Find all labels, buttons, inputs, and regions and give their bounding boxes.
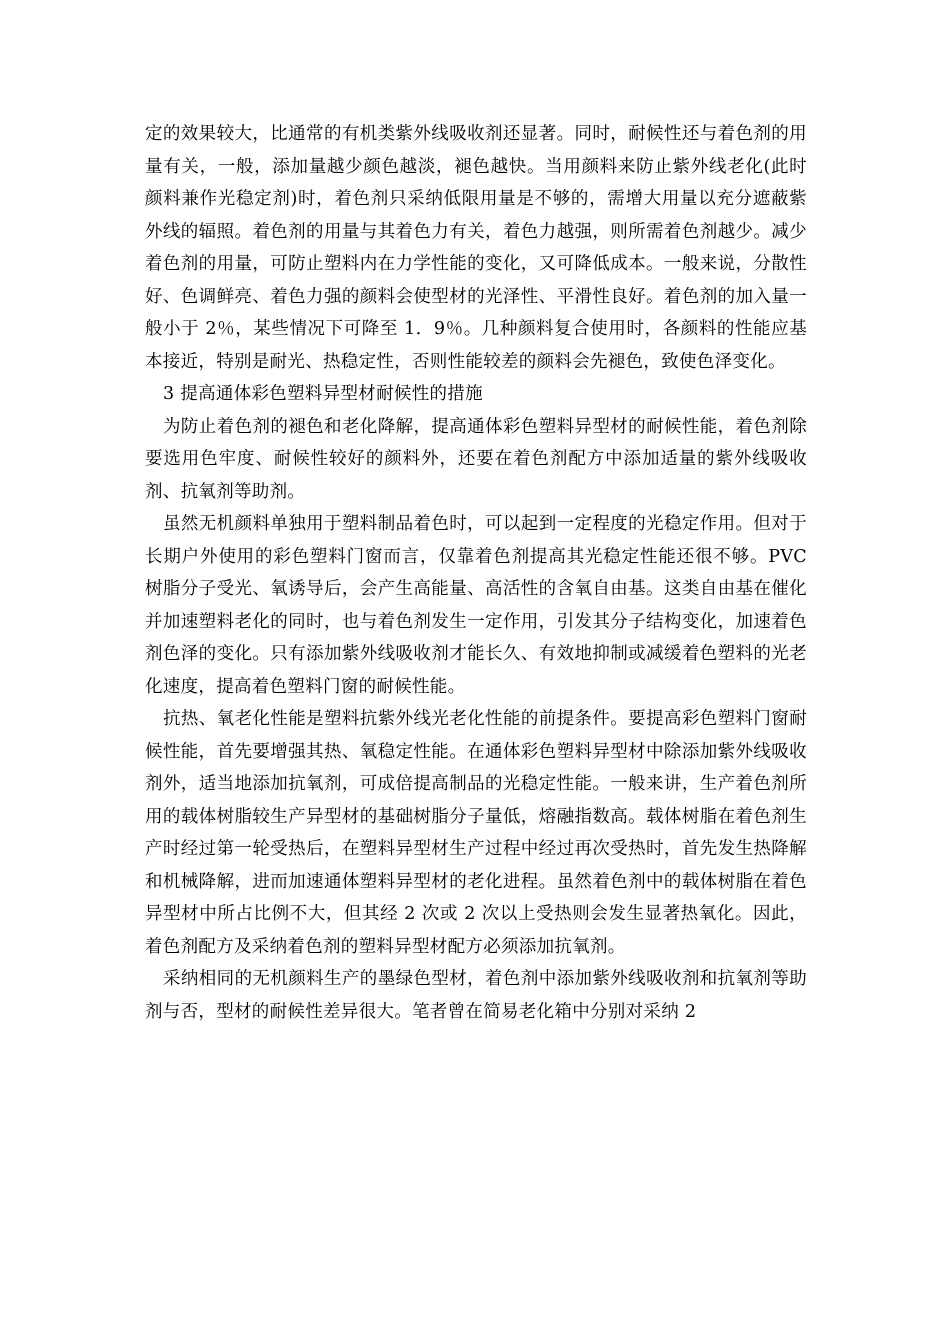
paragraph: 采纳相同的无机颜料生产的墨绿色型材，着色剂中添加紫外线吸收剂和抗氧剂等助剂与否，型材的耐候性差异很大。笔者曾在简易老化箱中分别对采纳 2 xyxy=(145,969,807,1022)
paragraph: 虽然无机颜料单独用于塑料制品着色时，可以起到一定程度的光稳定作用。但对于长期户外使用的彩色塑料门窗而言，仅靠着色剂提高其光稳定性能还很不够。PVC 树脂分子受光、氧诱导后，会产生高能量、高活性的含氧自由基。这类自由基在催化并加速塑料老化的同时，也与着色剂发生一定作用，引发其分子结构变化，加速着色剂色泽的变化。只有添加紫外线吸收剂才能长久、有效地抑制或减缓着色塑料的光老化速度，提高着色塑料门窗的耐候性能。 xyxy=(145,514,807,697)
paragraph: 为防止着色剂的褪色和老化降解，提高通体彩色塑料异型材的耐候性能，着色剂除要选用色牢度、耐候性较好的颜料外，还要在着色剂配方中添加适量的紫外线吸收剂、抗氧剂等助剂。 xyxy=(145,416,807,502)
section-heading: 3 提高通体彩色塑料异型材耐候性的措施 xyxy=(163,384,483,404)
paragraph-continuation: 定的效果较大，比通常的有机类紫外线吸收剂还显著。同时，耐候性还与着色剂的用量有关，一般，添加量越少颜色越淡，褪色越快。当用颜料来防止紫外线老化(此时颜料兼作光稳定剂)时，着色剂只采纳低限用量是不够的，需增大用量以充分遮蔽紫外线的辐照。着色剂的用量与其着色力有关，着色力越强，则所需着色剂越少。减少着色剂的用量，可防止塑料内在力学性能的变化，又可降低成本。一般来说，分散性好、色调鲜亮、着色力强的颜料会使型材的光泽性、平滑性良好。着色剂的加入量一般小于 2％，某些情况下可降至 1．9％。几种颜料复合使用时，各颜料的性能应基本接近，特别是耐光、热稳定性，否则性能较差的颜料会先褪色，致使色泽变化。 xyxy=(145,124,807,372)
paragraph: 抗热、氧老化性能是塑料抗紫外线光老化性能的前提条件。要提高彩色塑料门窗耐候性能，首先要增强其热、氧稳定性能。在通体彩色塑料异型材中除添加紫外线吸收剂外，适当地添加抗氧剂，可成倍提高制品的光稳定性能。一般来讲，生产着色剂所用的载体树脂较生产异型材的基础树脂分子量低，熔融指数高。载体树脂在着色剂生产时经过第一轮受热后，在塑料异型材生产过程中经过再次受热时，首先发生热降解和机械降解，进而加速通体塑料异型材的老化进程。虽然着色剂中的载体树脂在着色异型材中所占比例不大，但其经 2 次或 2 次以上受热则会发生显著热氧化。因此，着色剂配方及采纳着色剂的塑料异型材配方必须添加抗氧剂。 xyxy=(145,709,807,957)
document-body xyxy=(145,118,807,1028)
